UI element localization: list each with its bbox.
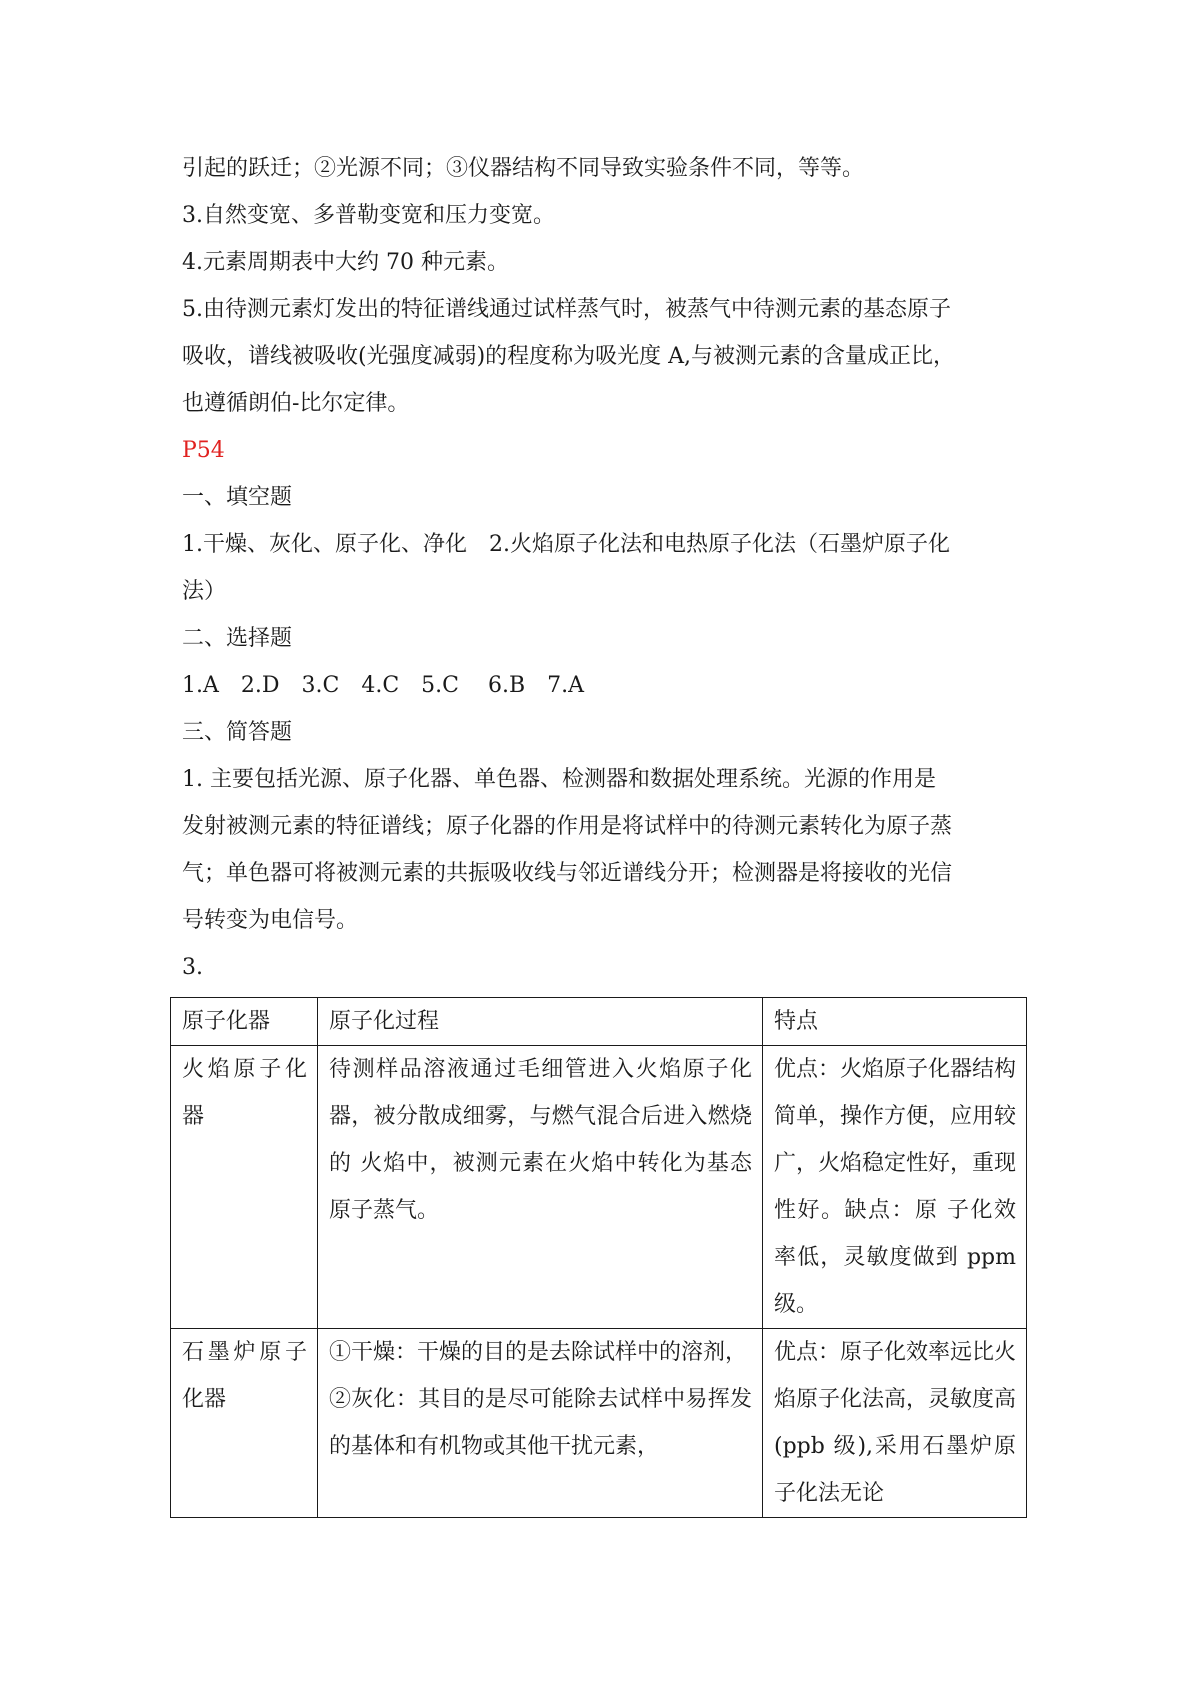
answer-5-line-2: 吸收，谱线被吸收(光强度减弱)的程度称为吸光度 A,与被测元素的含量成正比， [182,344,956,369]
table-header-cell: 特点 [763,998,1027,1046]
table-cell-feature: 优点：火焰原子化器结构简单，操作方便，应用较广，火焰稳定性好，重现性好。缺点：原 子化效率低，灵敏度做到 ppm 级。 [763,1046,1027,1329]
table-row [171,1329,1027,1518]
table-cell-process: 待测样品溶液通过毛细管进入火焰原子化器，被分散成细雾，与燃气混合后进入燃烧的 火焰中，被测元素在火焰中转化为基态原子蒸气。 [318,1046,763,1329]
answer-4: 4.元素周期表中大约 70 种元素。 [182,250,509,275]
short-answer-1-line-1: 1. 主要包括光源、原子化器、单色器、检测器和数据处理系统。光源的作用是 [182,767,936,792]
short-answer-1-line-4: 号转变为电信号。 [182,908,359,933]
choice-answers: 1.A 2.D 3.C 4.C 5.C 6.B 7.A [182,673,585,698]
section-heading-choice: 二、选择题 [182,626,293,651]
table-cell-process [318,1329,763,1518]
short-answer-1-line-2: 发射被测元素的特征谱线；原子化器的作用是将试样中的待测元素转化为原子蒸 [182,814,953,839]
document-body [182,145,1022,991]
table-row [171,1046,1027,1329]
short-answer-1-line-3: 气；单色器可将被测元素的共振吸收线与邻近谱线分开；检测器是将接收的光信 [182,861,953,886]
table-header-row [171,998,1027,1046]
atomizer-comparison-table [170,997,1027,1518]
section-heading-short-answer: 三、简答题 [182,720,293,745]
table-header-cell: 原子化过程 [318,998,763,1046]
answer-5-line-1: 5.由待测元素灯发出的特征谱线通过试样蒸气时，被蒸气中待测元素的基态原子 [182,297,951,322]
table-cell-atomizer: 石墨炉原子化器 [171,1329,318,1518]
table-cell-feature: 优点：原子化效率远比火焰原子化法高，灵敏度高(ppb 级),采用石墨炉原子化法无论 [763,1329,1027,1518]
answer-5-line-3: 也遵循朗伯-比尔定律。 [182,391,410,416]
page-reference: P54 [182,438,225,463]
table-cell-atomizer: 火焰原子化器 [171,1046,318,1329]
process-step-ash: ②灰化：其目的是尽可能除去试样中易挥发的基体和有机物或其他干扰元素， [329,1387,752,1459]
short-answer-3-label: 3. [182,955,203,980]
answer-3: 3.自然变宽、多普勒变宽和压力变宽。 [182,203,555,228]
process-step-dry: ①干燥：干燥的目的是去除试样中的溶剂， [329,1340,748,1365]
fill-answers-line-2: 法） [182,579,227,604]
section-heading-fill: 一、填空题 [182,485,293,510]
table-header-cell: 原子化器 [171,998,318,1046]
paragraph-line: 引起的跃迁；②光源不同；③仪器结构不同导致实验条件不同，等等。 [182,156,865,181]
fill-answers-line-1: 1.干燥、灰化、原子化、净化 2.火焰原子化法和电热原子化法（石墨炉原子化 [182,532,950,557]
